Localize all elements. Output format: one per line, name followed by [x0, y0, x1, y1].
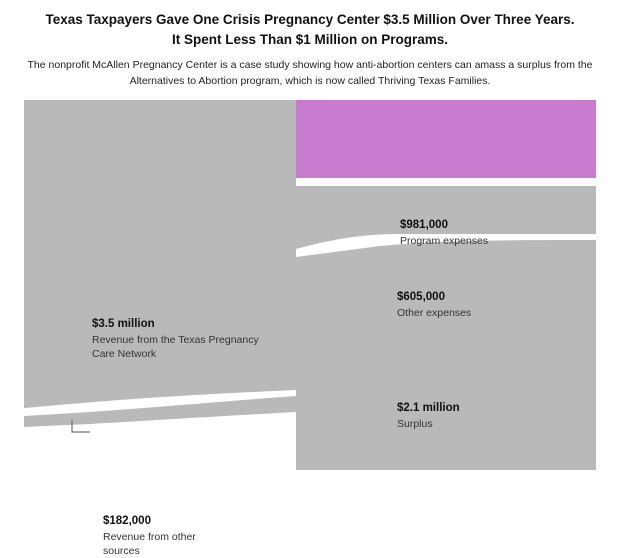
label-surplus — [397, 401, 460, 431]
chart-title-line2: It Spent Less Than $1 Million on Programs. — [171, 31, 449, 47]
label-other-expenses-amount: $605,000 — [397, 291, 445, 303]
flow-tpcn-trunk — [24, 100, 296, 408]
label-program-desc: Program expenses — [400, 234, 489, 247]
label-program-expenses — [400, 218, 488, 248]
flow-program-expenses — [296, 100, 596, 178]
flow-surplus — [296, 240, 596, 470]
label-surplus-desc: Surplus — [397, 417, 433, 430]
label-program-amount: $981,000 — [400, 219, 448, 231]
label-other-revenue — [103, 514, 213, 558]
label-surplus-amount: $2.1 million — [397, 402, 460, 414]
chart-title — [0, 10, 620, 49]
label-other-expenses — [397, 290, 471, 320]
chart-title-line1: Texas Taxpayers Gave One Crisis Pregnancy Center $3.5 Million Over Three Years. — [45, 12, 575, 27]
label-revenue-desc: Revenue from the Texas Pregnancy Care Network — [92, 333, 259, 360]
sankey-diagram — [0, 94, 620, 557]
label-revenue — [92, 317, 262, 361]
label-other-expenses-desc: Other expenses — [397, 306, 472, 319]
label-other-revenue-amount: $182,000 — [103, 515, 151, 527]
label-other-revenue-desc: Revenue from other sources — [103, 530, 196, 557]
chart-subtitle: The nonprofit McAllen Pregnancy Center is a case study showing how anti-abortion centers can amass a surplus from the Alternatives to Abortion program, which is now called Thriving Texas Families. — [27, 59, 593, 87]
label-revenue-amount: $3.5 million — [92, 318, 155, 330]
